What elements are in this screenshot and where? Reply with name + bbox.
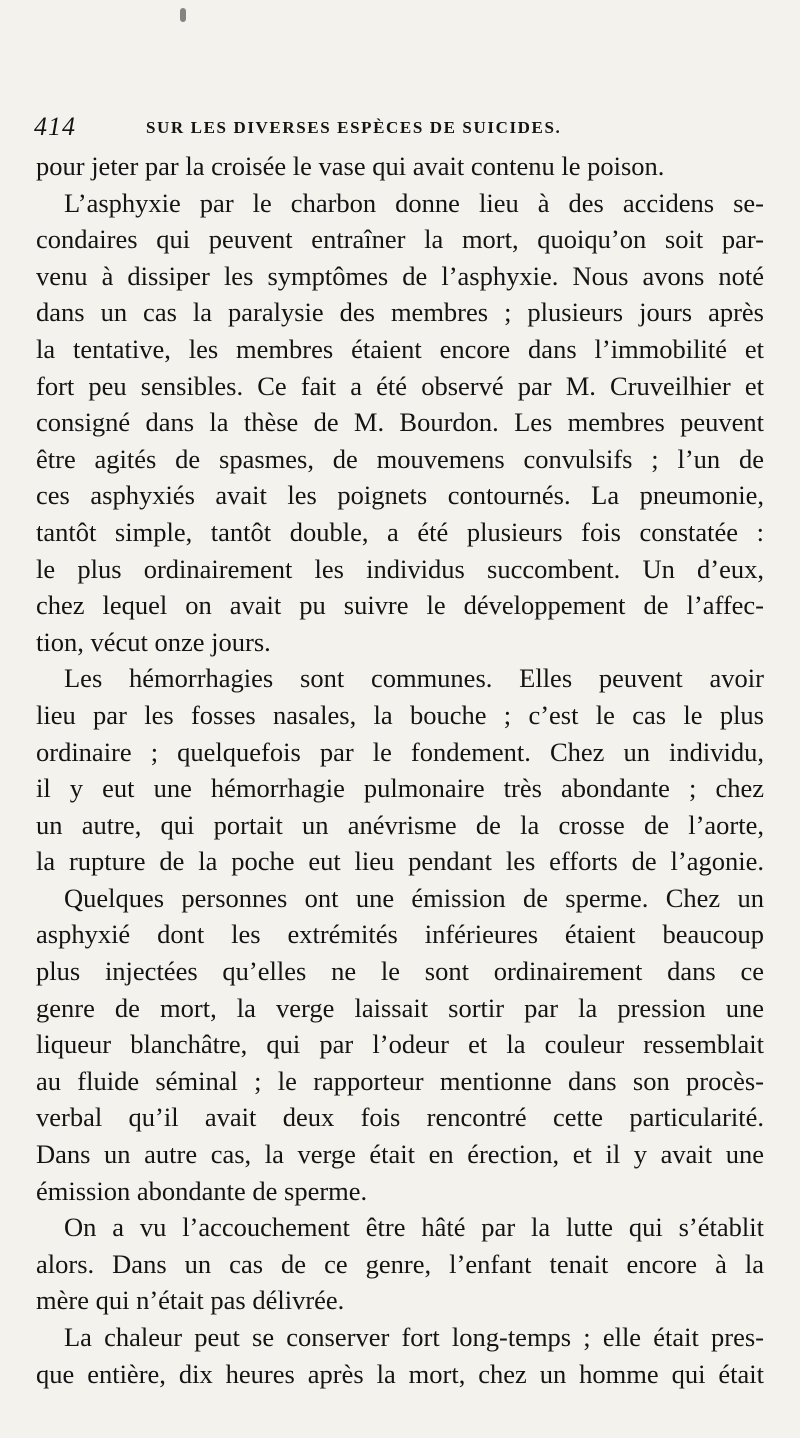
- text-line: Dans un autre cas, la verge était en érection, et il y avait une: [36, 1139, 764, 1170]
- text-line: au fluide séminal ; le rapporteur mentionne dans son procès-: [36, 1065, 764, 1096]
- text-line: pour jeter par la croisée le vase qui avait contenu le poison.: [36, 151, 665, 181]
- text-line: alors. Dans un cas de ce genre, l’enfant tenait encore à la: [36, 1248, 764, 1279]
- text-line: dans un cas la paralysie des membres ; plusieurs jours après: [36, 297, 764, 328]
- text-line: le plus ordinairement les individus succombent. Un d’eux,: [36, 553, 764, 584]
- text-line: L’asphyxie par le charbon donne lieu à des accidens se-: [64, 187, 764, 218]
- text-line: chez lequel on avait pu suivre le développement de l’affec-: [36, 590, 764, 621]
- page-number: 414: [34, 112, 76, 141]
- text-line: Les hémorrhagies sont communes. Elles peuvent avoir: [64, 663, 764, 694]
- text-line: que entière, dix heures après la mort, chez un homme qui était: [36, 1358, 764, 1389]
- text-line: La chaleur peut se conserver fort long-temps ; elle était pres-: [64, 1322, 764, 1352]
- text-line: un autre, qui portait un anévrisme de la crosse de l’aorte,: [36, 809, 764, 840]
- text-line: mère qui n’était pas délivrée.: [36, 1285, 345, 1316]
- text-line: consigné dans la thèse de M. Bourdon. Les membres peuvent: [36, 407, 764, 438]
- text-line: On a vu l’accouchement être hâté par la lutte qui s’établit: [64, 1212, 764, 1243]
- text-line: la tentative, les membres étaient encore dans l’immobilité et: [36, 333, 764, 364]
- page-header: [34, 112, 764, 142]
- text-line: genre de mort, la verge laissait sortir par la pression une: [36, 992, 764, 1023]
- running-title: SUR LES DIVERSES ESPÈCES DE SUICIDES.: [146, 118, 562, 137]
- text-line: Quelques personnes ont une émission de sperme. Chez un: [64, 882, 764, 913]
- text-line: être agités de spasmes, de mouvemens convulsifs ; l’un de: [36, 443, 764, 474]
- text-line: ces asphyxiés avait les poignets contournés. La pneumonie,: [36, 480, 764, 511]
- text-line: lieu par les fosses nasales, la bouche ; c’est le cas le plus: [36, 699, 764, 730]
- ink-smudge: [180, 8, 186, 22]
- text-line: la rupture de la poche eut lieu pendant les efforts de l’agonie.: [36, 846, 764, 877]
- text-line: asphyxié dont les extrémités inférieures étaient beaucoup: [36, 919, 764, 950]
- text-line: il y eut une hémorrhagie pulmonaire très abondante ; chez: [36, 773, 764, 804]
- text-line: ordinaire ; quelquefois par le fondement. Chez un individu,: [36, 736, 764, 767]
- body-text: [36, 148, 764, 1392]
- text-line: plus injectées qu’elles ne le sont ordinairement dans ce: [36, 956, 764, 987]
- text-line: fort peu sensibles. Ce fait a été observé par M. Cruveilhier et: [36, 370, 764, 401]
- text-line: tantôt simple, tantôt double, a été plusieurs fois constatée :: [36, 516, 764, 547]
- text-line: émission abondante de sperme.: [36, 1175, 368, 1206]
- text-line: verbal qu’il avait deux fois rencontré cette particularité.: [36, 1102, 764, 1133]
- text-line: tion, vécut onze jours.: [36, 626, 271, 657]
- text-line: venu à dissiper les symptômes de l’asphyxie. Nous avons noté: [36, 260, 764, 291]
- text-line: condaires qui peuvent entraîner la mort, quoiqu’on soit par-: [36, 224, 764, 255]
- text-line: liqueur blanchâtre, qui par l’odeur et la couleur ressemblait: [36, 1029, 764, 1060]
